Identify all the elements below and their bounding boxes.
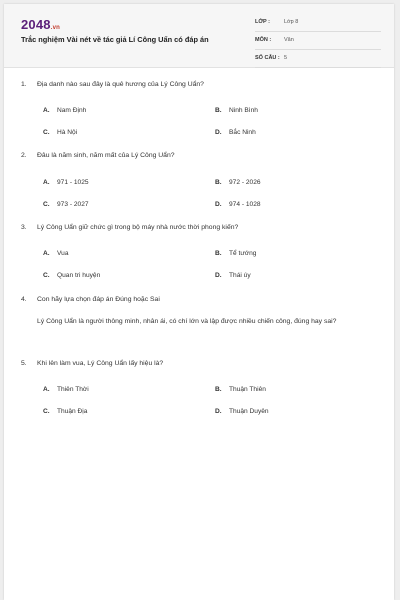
option-text: Hà Nội — [57, 129, 78, 136]
option-text: 971 - 1025 — [57, 179, 89, 186]
question-number: 5. — [21, 360, 27, 367]
option-letter: A. — [43, 250, 50, 257]
true-false-statement: Lý Công Uẩn là người thông minh, nhân ái, có chí lớn và lập được nhiều chiến công, đúng hay sai? — [37, 318, 337, 325]
option-text: Ninh Bình — [229, 107, 258, 114]
question-header — [21, 360, 381, 372]
question-1 — [21, 81, 381, 151]
meta-table — [255, 16, 381, 70]
meta-row-count — [255, 52, 381, 68]
worksheet-header — [4, 4, 394, 68]
logo-main: 2048 — [21, 17, 51, 32]
option-letter: B. — [215, 179, 222, 186]
option-text: Thuận Địa — [57, 408, 88, 415]
meta-row-subject — [255, 34, 381, 50]
page-title: Trắc nghiệm Vài nét về tác giả Lí Công Uẩn có đáp án — [21, 35, 209, 44]
question-text: Lý Công Uẩn giữ chức gì trong bộ máy nhà nước thời phong kiến? — [37, 224, 239, 231]
question-3 — [21, 224, 381, 294]
option-letter: D. — [215, 201, 222, 208]
question-5 — [21, 360, 381, 430]
question-header — [21, 81, 381, 93]
question-header — [21, 224, 381, 236]
option-letter: B. — [215, 107, 222, 114]
option-text: Thuận Duyên — [229, 408, 269, 415]
question-number: 2. — [21, 152, 27, 159]
site-logo[interactable] — [21, 17, 60, 32]
option-letter: B. — [215, 250, 222, 257]
option-letter: A. — [43, 386, 50, 393]
option-letter: A. — [43, 107, 50, 114]
question-header — [21, 296, 381, 308]
option-letter: B. — [215, 386, 222, 393]
meta-value: Lớp 8 — [284, 19, 299, 25]
option-letter: C. — [43, 272, 50, 279]
option-text: Thuận Thiên — [229, 386, 266, 393]
meta-label: LỚP : — [255, 19, 270, 25]
meta-value: 5 — [284, 55, 288, 61]
option-text: Quan tri huyện — [57, 272, 101, 279]
option-letter: A. — [43, 179, 50, 186]
option-letter: C. — [43, 408, 50, 415]
meta-row-class — [255, 16, 381, 32]
question-number: 3. — [21, 224, 27, 231]
option-text: 974 - 1028 — [229, 201, 261, 208]
option-text: Vua — [57, 250, 69, 257]
logo-tld: .vn — [50, 25, 61, 31]
question-text: Địa danh nào sau đây là quê hương của Lý Công Uẩn? — [37, 81, 204, 88]
question-text: Đâu là năm sinh, năm mất của Lý Công Uẩn? — [37, 152, 175, 159]
option-text: Thiên Thời — [57, 386, 89, 393]
question-4 — [21, 296, 381, 356]
option-text: Thái úy — [229, 272, 251, 279]
option-text: 973 - 2027 — [57, 201, 89, 208]
question-text: Khi lên làm vua, Lý Công Uẩn lấy hiệu là? — [37, 360, 164, 367]
question-number: 4. — [21, 296, 27, 303]
question-header — [21, 152, 381, 164]
option-letter: D. — [215, 272, 222, 279]
meta-label: SỐ CÂU : — [255, 55, 280, 61]
question-2 — [21, 152, 381, 222]
option-letter: C. — [43, 201, 50, 208]
option-text: Nam Định — [57, 107, 87, 114]
question-number: 1. — [21, 81, 27, 88]
worksheet-page — [4, 4, 394, 600]
option-letter: D. — [215, 129, 222, 136]
question-text: Con hãy lựa chọn đáp án Đúng hoặc Sai — [37, 296, 160, 303]
option-text: Tể tướng — [229, 250, 257, 257]
option-letter: C. — [43, 129, 50, 136]
option-text: Bắc Ninh — [229, 129, 256, 136]
option-letter: D. — [215, 408, 222, 415]
option-text: 972 - 2026 — [229, 179, 261, 186]
meta-label: MÔN : — [255, 37, 272, 43]
meta-value: Văn — [284, 37, 294, 43]
